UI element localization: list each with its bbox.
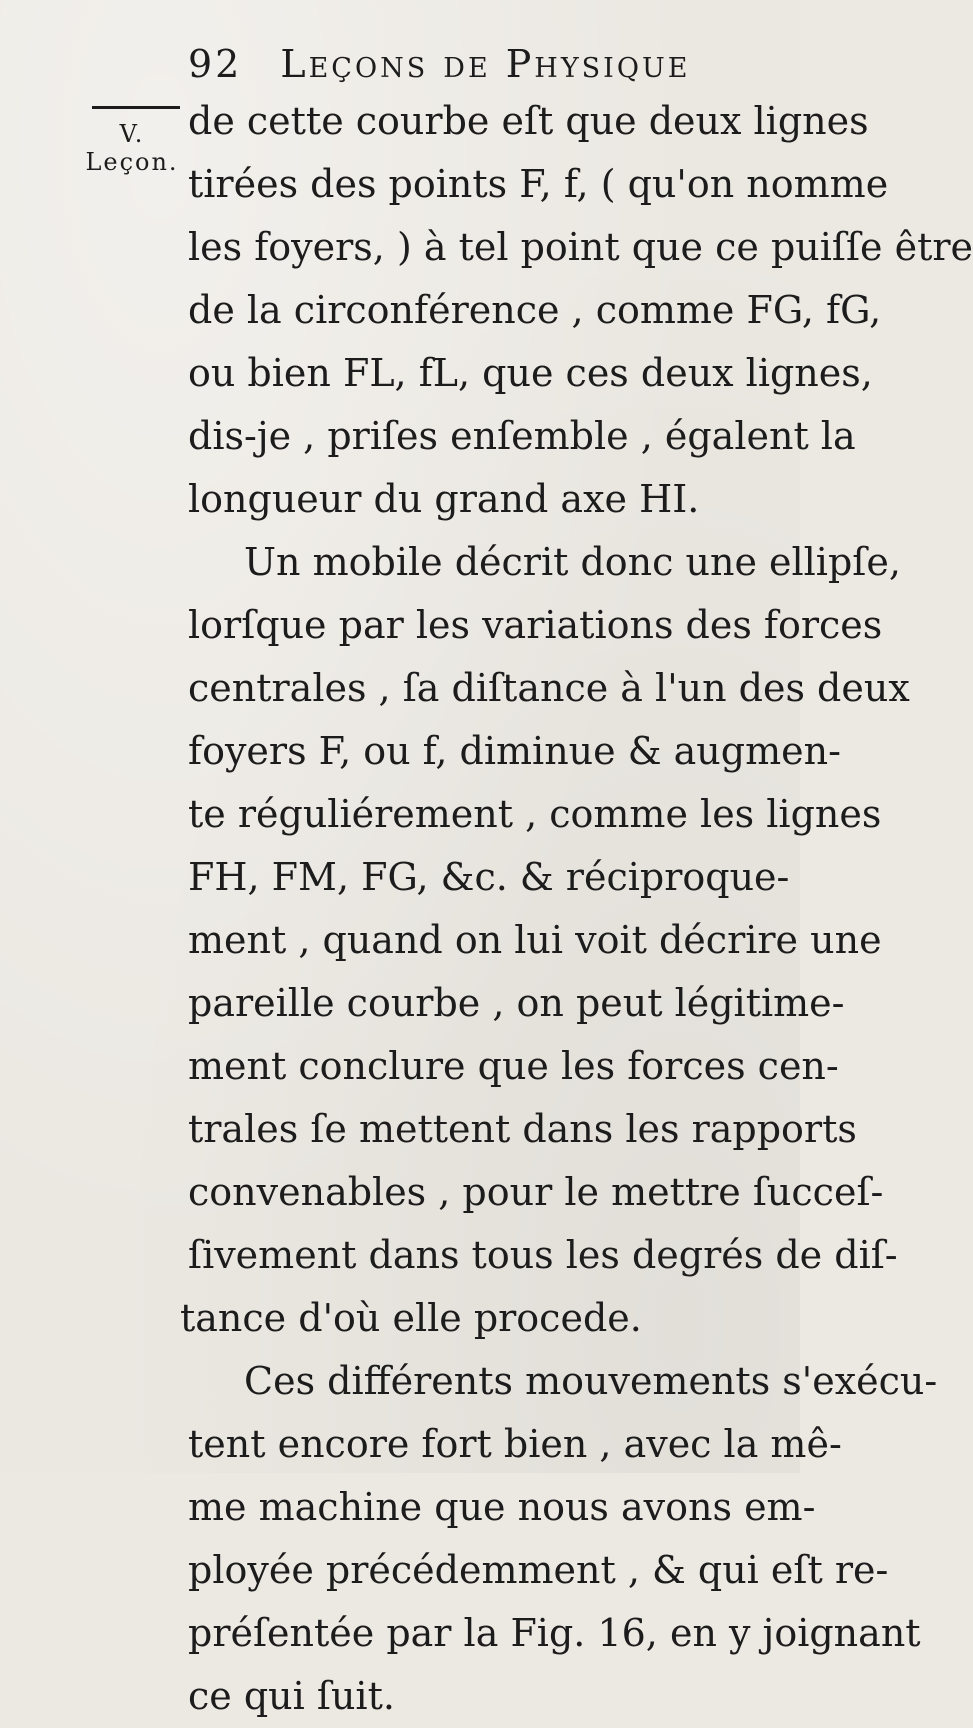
margin-note-label: Leçon. bbox=[85, 148, 179, 176]
text-line: préſentée par la Fig. 16, en y joignant bbox=[188, 1611, 921, 1655]
text-line: trales ſe mettent dans les rapports bbox=[188, 1107, 857, 1151]
text-line: tent encore fort bien , avec la mê- bbox=[188, 1422, 842, 1466]
text-line: longueur du grand axe HI. bbox=[188, 477, 700, 521]
text-line: me machine que nous avons em- bbox=[188, 1485, 816, 1529]
text-line: les foyers, ) à tel point que ce puiſſe être bbox=[188, 225, 973, 269]
text-line: ment , quand on lui voit décrire une bbox=[188, 918, 882, 962]
text-line: centrales , ſa diſtance à l'un des deux bbox=[188, 666, 910, 710]
text-line: ment conclure que les forces cen- bbox=[188, 1044, 839, 1088]
text-line: ployée précédemment , & qui eſt re- bbox=[188, 1548, 889, 1592]
running-title: Leçons de Physique bbox=[280, 42, 691, 86]
margin-note-roman: V. bbox=[119, 120, 145, 148]
body-text bbox=[180, 90, 973, 1728]
text-line: ou bien FL, fL, que ces deux lignes, bbox=[188, 351, 873, 395]
text-line: tance d'où elle procede. bbox=[180, 1296, 642, 1340]
margin-rule bbox=[92, 106, 180, 109]
text-line: Ces différents mouvements s'exécu- bbox=[244, 1359, 938, 1403]
text-line: FH, FM, FG, &c. & réciproque- bbox=[188, 855, 790, 899]
text-line: de la circonférence , comme FG, fG, bbox=[188, 288, 882, 332]
margin-note bbox=[82, 120, 182, 176]
text-line: tirées des points F, f, ( qu'on nomme bbox=[188, 162, 889, 206]
text-line: foyers F, ou f, diminue & augmen- bbox=[188, 729, 841, 773]
text-line: ſivement dans tous les degrés de diſ- bbox=[188, 1233, 898, 1277]
text-line: dis-je , priſes enſemble , égalent la bbox=[188, 414, 856, 458]
page-number: 92 bbox=[188, 42, 243, 86]
text-line: Un mobile décrit donc une ellipſe, bbox=[244, 540, 901, 584]
text-line: te réguliérement , comme les lignes bbox=[188, 792, 882, 836]
running-header bbox=[188, 42, 690, 86]
text-line: ce qui ſuit. bbox=[188, 1674, 395, 1718]
text-line: lorſque par les variations des forces bbox=[188, 603, 883, 647]
text-line: pareille courbe , on peut légitime- bbox=[188, 981, 845, 1025]
text-line: convenables , pour le mettre ſucceſ- bbox=[188, 1170, 884, 1214]
text-line: de cette courbe eſt que deux lignes bbox=[188, 99, 869, 143]
